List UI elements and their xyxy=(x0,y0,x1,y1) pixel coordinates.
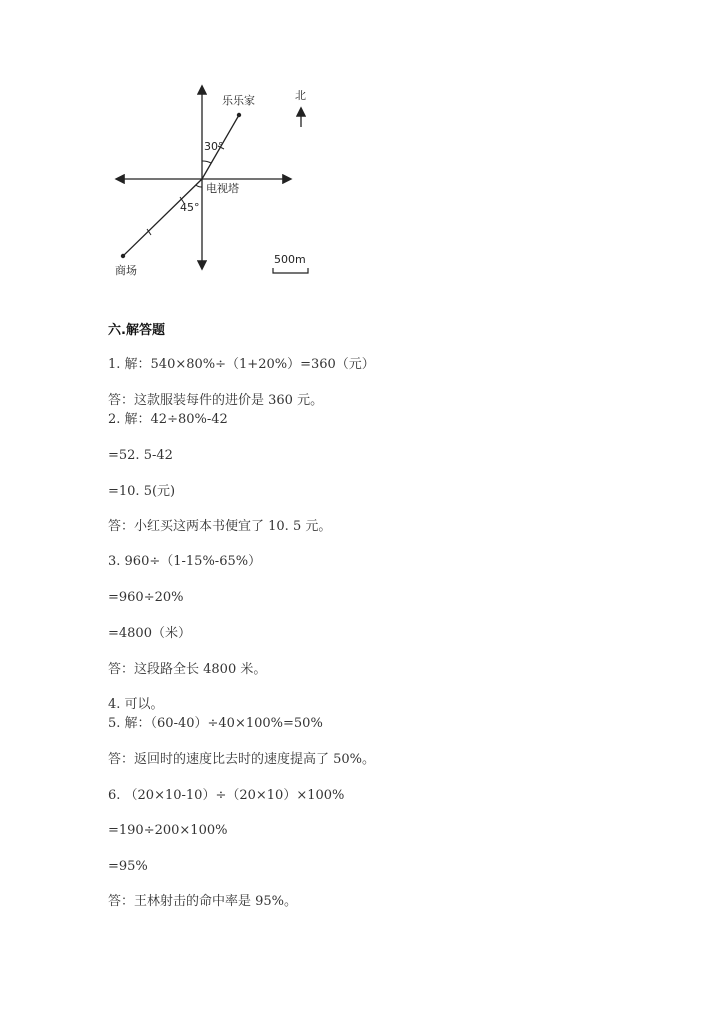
lelejia-label: 乐乐家 xyxy=(222,94,255,107)
answer-line-17: 答：王林射击的命中率是 95%。 xyxy=(108,894,298,909)
ray-to-mall xyxy=(123,179,202,256)
answer-line-13: 答：返回时的速度比去时的速度提高了 50%。 xyxy=(108,752,376,767)
answer-line-11: 4. 可以。 xyxy=(108,697,164,712)
answer-line-3: 2. 解：42÷80%-42 xyxy=(108,412,228,427)
answer-line-6: 答：小红买这两本书便宜了 10. 5 元。 xyxy=(108,519,332,534)
tower-label: 电视塔 xyxy=(206,182,239,195)
answer-line-14: 6. （20×10-10）÷（20×10）×100% xyxy=(108,788,345,803)
angle-arc-45 xyxy=(196,185,202,187)
answer-line-10: 答：这段路全长 4800 米。 xyxy=(108,662,267,677)
scale-label: 500m xyxy=(274,253,306,266)
answer-line-4: =52. 5-42 xyxy=(108,448,173,463)
mall-label: 商场 xyxy=(115,264,137,277)
answer-line-15: =190÷200×100% xyxy=(108,823,228,838)
direction-diagram xyxy=(105,82,335,282)
answer-line-1: 1. 解：540×80%÷（1+20%）=360（元） xyxy=(108,357,375,372)
answer-line-5: =10. 5(元) xyxy=(108,484,176,499)
direction-diagram-svg xyxy=(105,82,335,282)
angle-arc-30 xyxy=(202,161,211,163)
mall-point xyxy=(121,254,125,258)
scale-bar xyxy=(273,268,308,273)
angle-45-label: 45° xyxy=(180,201,200,214)
answer-line-9: =4800（米） xyxy=(108,626,191,641)
angle-30-label: 30° xyxy=(204,140,224,153)
lelejia-point xyxy=(237,113,241,117)
section-title: 六.解答题 xyxy=(108,323,165,338)
answer-line-8: =960÷20% xyxy=(108,590,184,605)
answer-line-2: 答：这款服装每件的进价是 360 元。 xyxy=(108,393,324,408)
answer-line-7: 3. 960÷（1-15%-65%） xyxy=(108,554,262,569)
answer-line-12: 5. 解：（60-40）÷40×100%=50% xyxy=(108,716,323,731)
north-label: 北 xyxy=(295,89,306,102)
answer-line-16: =95% xyxy=(108,859,148,874)
